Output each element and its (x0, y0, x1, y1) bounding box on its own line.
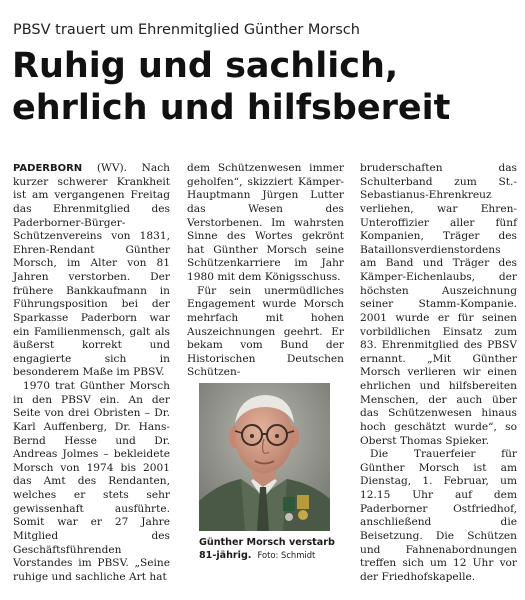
article-column-1 (13, 162, 170, 584)
column-1-paragraph-2: 1970 trat Günther Morsch in den PBSV ein. An der Seite von drei Obristen – Dr. Karl Auffenberg, Dr. Hans-Bernd Hesse und Dr. Andreas Jolmes – bekleidete Morsch von 1974 bis 2001 das Amt des Rendanten, welches er stets sehr gewissenhaft ausführte. Somit war er 27 Jahre Mitglied des Geschäftsführenden Vorstandes im PBSV. „Seine ruhige und sachliche Art hat (13, 380, 170, 583)
photo-credit: Foto: Schmidt (257, 550, 316, 560)
article-column-3 (360, 162, 517, 584)
headline-line-2: ehrlich und hilfsbereit (12, 88, 451, 128)
caption-text: Günther Morsch verstarb 81-jährig. (199, 537, 335, 561)
column-2-paragraph-1: dem Schützenwesen immer geholfen“, skizziert Kämper-Hauptmann Jürgen Lutter das Wesen des Verstorbenen. Im wahrsten Sinne des Wortes gekrönt hat Günther Morsch seine Schützenkarriere im Jahr 1980 mit dem Königsschuss. (187, 162, 344, 283)
column-3-paragraph-1: bruderschaften das Schulterband zum St.-Sebastianus-Ehrenkreuz verliehen, war Ehren-Unteroffizier aller fünf Kompanien, Träger des Bataillonsverdienstordens am Band und Träger des Kämper-Eichenlaubs, der höchsten Auszeichnung seiner Stamm-Kompanie. 2001 wurde er für seinen vorbildlichen Einsatz zum 83. Ehrenmitglied des PBSV ernannt. „Mit Günther Morsch verlieren wir einen ehrlichen und hilfsbereiten Menschen, der auch über das Schützenwesen hinaus hoch geschätzt wurde“, so Oberst Thomas Spieker. (360, 162, 517, 447)
column-1-paragraph-1: (WV). Nach kurzer schwerer Krankheit ist am vergangenen Freitag das Ehrenmitglied des Paderborner-Bürger-Schützenvereins von 1831, Ehren-Rendant Günther Morsch, im Alter von 81 Jahren verstorben. Der frühere Bankkaufmann in Führungsposition bei der Sparkasse Paderborn war ein Familienmensch, galt als äußerst korrekt und engagierte sich in besonderem Maße im PBSV. (13, 162, 170, 379)
dateline: PADERBORN (13, 163, 83, 174)
article-kicker: PBSV trauert um Ehrenmitglied Günther Morsch (13, 22, 360, 38)
article-headline (12, 45, 517, 129)
portrait-photo (199, 383, 330, 531)
photo-caption (199, 536, 344, 562)
headline-line-1: Ruhig und sachlich, (12, 46, 399, 86)
portrait-illustration (199, 383, 330, 531)
column-2-paragraph-2: Für sein unermüdliches Engagement wurde Morsch mehrfach mit hohen Auszeichnungen geehrt. Er bekam vom Bund der Historischen Deutschen Schützen- (187, 284, 344, 379)
column-3-paragraph-2: Die Trauerfeier für Günther Morsch ist am Dienstag, 1. Februar, um 12.15 Uhr auf dem Paderborner Ostfriedhof, anschließend die Beisetzung. Die Schützen und Fahnenabordnungen treffen sich um 12 Uhr vor der Friedhofskapelle. (360, 448, 517, 583)
article-column-2 (187, 162, 344, 380)
